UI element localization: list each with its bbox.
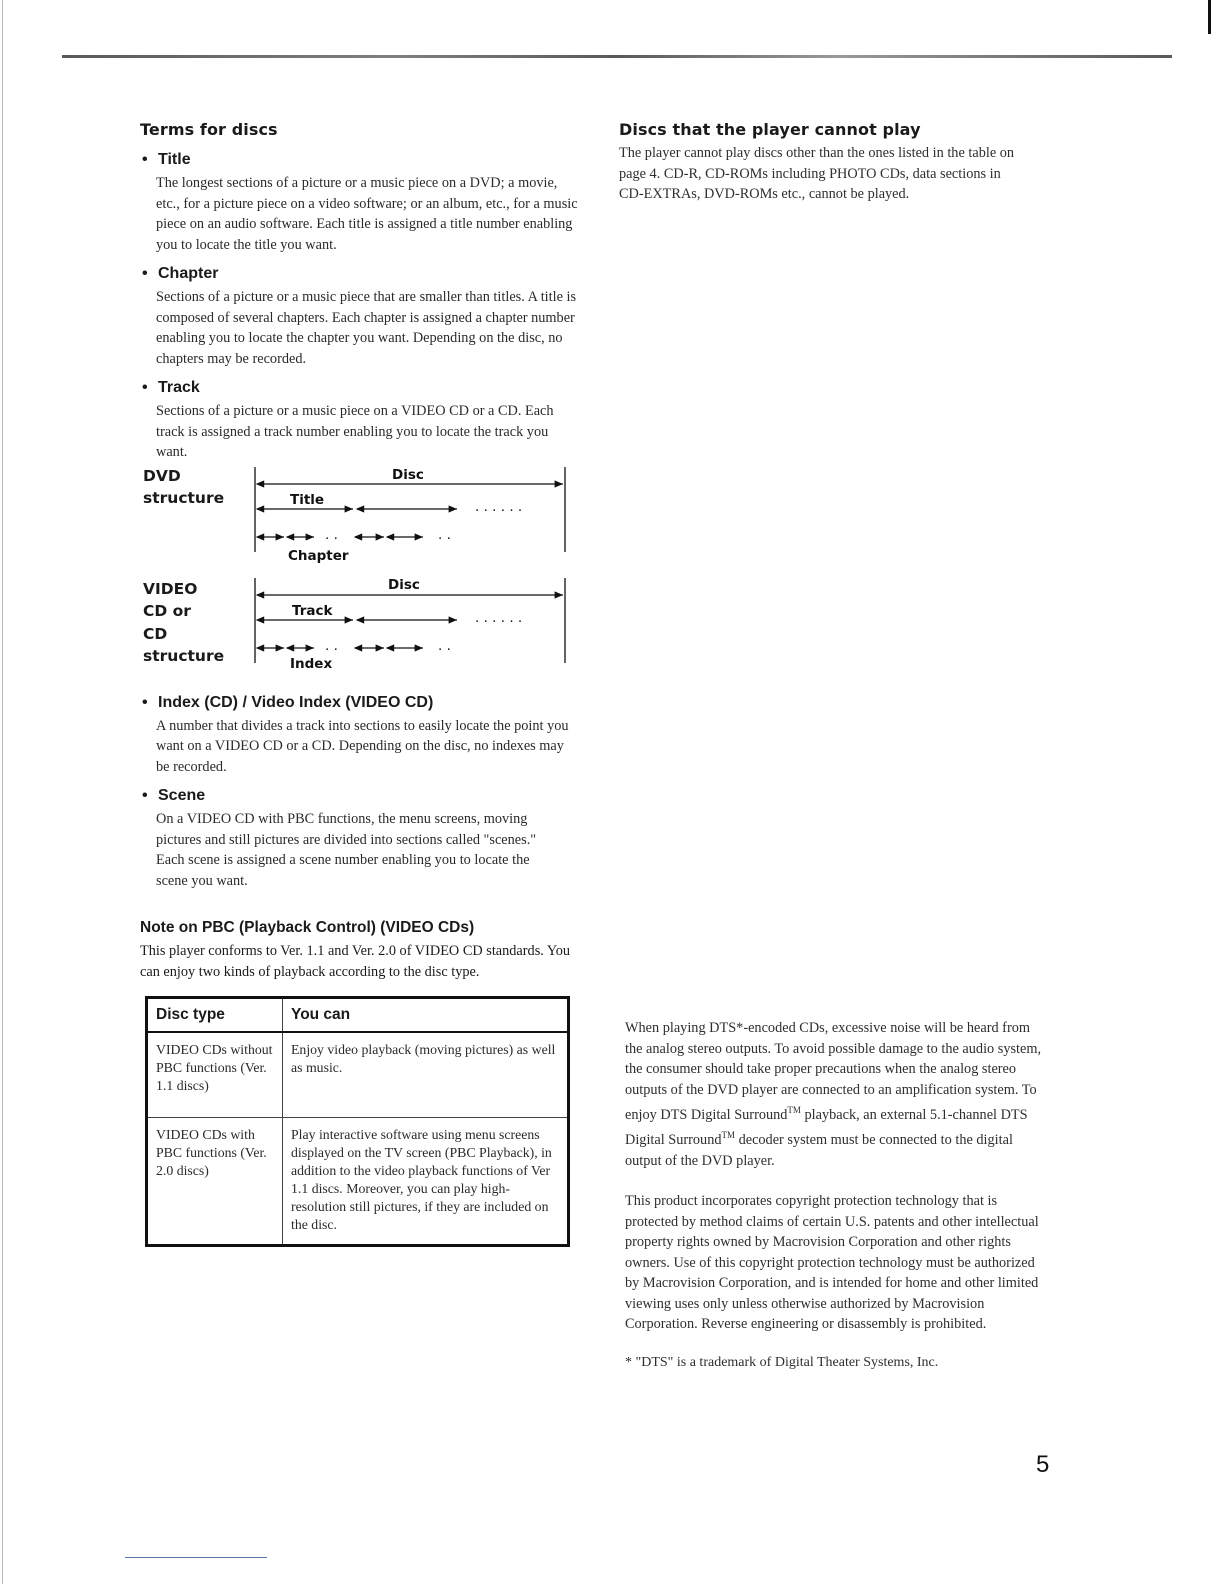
- header-rule: [62, 55, 1172, 58]
- dvd-structure-svg: [140, 467, 580, 570]
- term-title-heading: Title: [158, 151, 191, 168]
- vcd-track-label: Track: [292, 602, 333, 619]
- pbc-row2-disc-type: VIDEO CDs with PBC functions (Ver. 2.0 discs): [147, 1118, 283, 1246]
- dts-tm-2: TM: [721, 1130, 735, 1141]
- term-scene-body: On a VIDEO CD with PBC functions, the menu screens, moving pictures and still pictures are divided into sections called "scenes." Each scene is assigned a scene number enabling you to locate the scene you want.: [156, 811, 537, 889]
- right-column: [619, 120, 1059, 205]
- table-row: [147, 1118, 569, 1246]
- term-index-body: A number that divides a track into sections to easily locate the point you want on a VIDEO CD or a CD. Depending on the disc, no indexes may be recorded.: [156, 717, 569, 775]
- vcd-structure-label-1: VIDEO: [143, 579, 198, 598]
- scan-edge-left: [2, 0, 3, 1584]
- dts-text-3: decoder system must be connected to the digital output of the DVD player.: [625, 1132, 1013, 1169]
- vcd-structure-label-4: structure: [143, 647, 225, 665]
- vcd-structure-label-2: CD or: [143, 602, 191, 620]
- pbc-note: [140, 919, 580, 982]
- pbc-note-heading: Note on PBC (Playback Control) (VIDEO CDs): [140, 919, 475, 936]
- pbc-table-header-row: [147, 998, 569, 1033]
- dts-footnote: * "DTS" is a trademark of Digital Theater Systems, Inc.: [625, 1354, 939, 1370]
- vcd-index-dots-2: . .: [438, 637, 451, 654]
- term-scene: • Scene On a VIDEO CD with PBC functions, the menu screens, moving pictures and still pictures are divided into sections called "scenes." Each scene is assigned a scene number enabling you to locate the scene you want.: [142, 787, 580, 891]
- vcd-structure-svg: [140, 578, 580, 686]
- term-chapter: • Chapter Sections of a picture or a music piece that are smaller than titles. A title is composed of several chapters. Each chapter is assigned a chapter number enabling you to locate the chapter you want. Depending on the disc, no chapters may be recorded.: [142, 265, 580, 369]
- dts-section: [625, 1018, 1050, 1373]
- dvd-chapter-dots-2: . .: [438, 526, 451, 543]
- pbc-table: [145, 996, 570, 1247]
- vcd-structure-label-3: CD: [143, 624, 168, 643]
- term-title: • Title The longest sections of a picture or a music piece on a DVD; a movie, etc., for a picture piece on a video software; or an album, etc., for a music piece on an audio software. Each title is assigned a title number enabling you to locate the title you want.: [142, 151, 580, 255]
- footer-rule: [125, 1557, 267, 1558]
- terms-heading: Terms for discs: [140, 120, 278, 139]
- dvd-structure-label-2: structure: [143, 489, 225, 507]
- term-scene-heading: Scene: [158, 787, 206, 804]
- pbc-header-disc-type: Disc type: [147, 998, 283, 1033]
- term-index-heading: Index (CD) / Video Index (VIDEO CD): [158, 693, 434, 711]
- dvd-structure-diagram: [140, 467, 580, 570]
- vcd-track-dots: . . . . . .: [475, 609, 523, 626]
- copyright-paragraph: This product incorporates copyright protection technology that is protected by method claims of certain U.S. patents and other intellectual property rights owned by Macrovision Corporation and other rights owners. Use of this copyright protection technology must be authorized by Macrovision Corporation, and is intended for home and other limited viewing uses only unless otherwise authorized by Macrovision Corporation. Reverse engineering or disassembly is prohibited.: [625, 1193, 1039, 1333]
- vcd-index-dots-1: . .: [325, 637, 338, 654]
- term-chapter-heading: Chapter: [158, 265, 219, 282]
- dts-paragraph: [625, 1018, 1050, 1171]
- pbc-row1-you-can: Enjoy video playback (moving pictures) as well as music.: [283, 1032, 569, 1118]
- dvd-title-dots: . . . . . .: [475, 498, 523, 515]
- dvd-chapter-label: Chapter: [288, 547, 349, 564]
- dvd-disc-label: Disc: [392, 466, 424, 483]
- vcd-disc-label: Disc: [388, 577, 420, 593]
- dts-tm-1: TM: [787, 1105, 801, 1115]
- term-chapter-body: Sections of a picture or a music piece that are smaller than titles. A title is composed of several chapters. Each chapter is assigned a chapter number enabling you to locate the chapter you want. Depending on the disc, no chapters may be recorded.: [156, 289, 577, 367]
- cannot-play-heading: Discs that the player cannot play: [619, 120, 921, 139]
- dvd-structure-label-1: DVD: [143, 466, 181, 485]
- term-track-heading: Track: [158, 379, 200, 396]
- dvd-chapter-dots-1: . .: [325, 526, 338, 543]
- pbc-note-body: This player conforms to Ver. 1.1 and Ver. 2.0 of VIDEO CD standards. You can enjoy two kinds of playback according to the disc type.: [140, 943, 571, 980]
- term-title-body: The longest sections of a picture or a music piece on a DVD; a movie, etc., for a picture piece on a video software; or an album, etc., for a music piece on an audio software. Each title is assigned a title number enabling you to locate the title you want.: [156, 175, 578, 253]
- vcd-structure-diagram: [140, 578, 580, 686]
- dvd-title-label: Title: [290, 491, 325, 508]
- pbc-header-you-can: You can: [283, 998, 569, 1033]
- dts-text-2: playback, an external 5.1-channel DTS Digital Surround: [625, 1106, 1028, 1149]
- term-track: • Track Sections of a picture or a music piece on a VIDEO CD or a CD. Each track is assigned a track number enabling you to locate the track you want.: [142, 379, 580, 463]
- pbc-row2-you-can: Play interactive software using menu screens displayed on the TV screen (PBC Playback), in addition to the video playback functions of Ver 1.1 discs. Moreover, you can play high-resolution still pictures, if they are included on the disc.: [283, 1118, 569, 1246]
- vcd-index-label: Index: [290, 655, 333, 672]
- table-row: [147, 1032, 569, 1118]
- cannot-play-body: The player cannot play discs other than the ones listed in the table on page 4. CD-R, CD-ROMs including PHOTO CDs, data sections in CD-EXTRAs, DVD-ROMs etc., cannot be played.: [619, 145, 1015, 202]
- pbc-row1-disc-type: VIDEO CDs without PBC functions (Ver. 1.1 discs): [147, 1032, 283, 1118]
- scan-edge-right: [1208, 0, 1211, 34]
- dts-text-1: When playing DTS*-encoded CDs, excessive noise will be heard from the analog stereo outputs. To avoid possible damage to the audio system, the consumer should take proper precautions when the analog stereo outputs of the DVD player are connected to an amplification system. To enjoy DTS Digital Surround: [625, 1020, 1042, 1123]
- term-index: • Index (CD) / Video Index (VIDEO CD) A number that divides a track into sections to easily locate the point you want on a VIDEO CD or a CD. Depending on the disc, no indexes may be recorded.: [142, 694, 580, 778]
- left-column: [140, 120, 580, 1247]
- page-number: 5: [1036, 1451, 1050, 1478]
- term-track-body: Sections of a picture or a music piece on a VIDEO CD or a CD. Each track is assigned a track number enabling you to locate the track you want.: [156, 403, 554, 460]
